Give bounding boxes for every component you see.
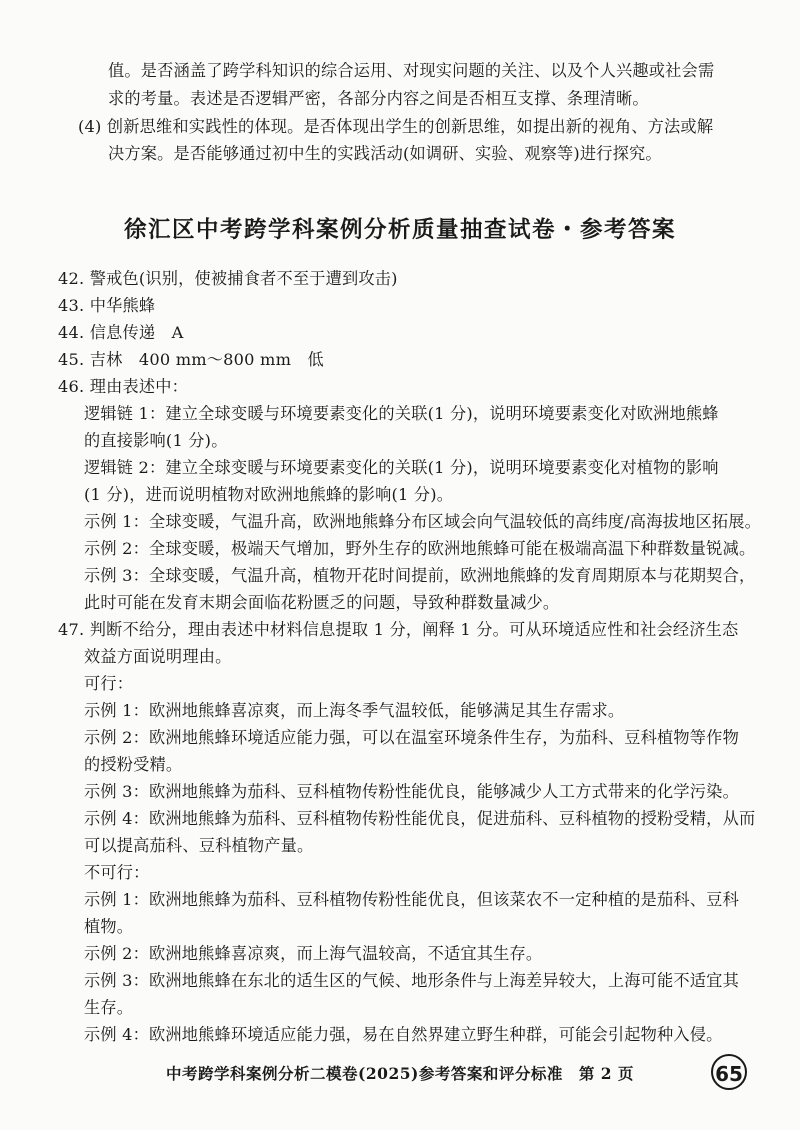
infeasible-example: 示例 4：欧洲地熊蜂环境适应能力强，易在自然界建立野生种群，可能会引起物种入侵。 [84, 1025, 723, 1044]
feasible-example: 的授粉受精。 [84, 755, 183, 774]
feasible-example: 可以提高茄科、豆科植物产量。 [84, 836, 314, 855]
infeasible-example: 示例 1：欧洲地熊蜂为茄科、豆科植物传粉性能优良，但该菜农不一定种植的是茄科、豆科 [84, 890, 739, 909]
feasible-example: 示例 4：欧洲地熊蜂为茄科、豆科植物传粉性能优良，促进茄科、豆科植物的授粉受精，从而 [84, 809, 756, 828]
page-number-badge: 65 [711, 1054, 747, 1090]
answer-47-line: 效益方面说明理由。 [84, 647, 232, 666]
page-title: 徐汇区中考跨学科案例分析质量抽查试卷・参考答案 [123, 217, 676, 243]
answer-47-heading: 47. 判断不给分，理由表述中材料信息提取 1 分，阐释 1 分。可从环境适应性和社会经济生态 [58, 620, 739, 639]
intro-line: 值。是否涵盖了跨学科知识的综合运用、对现实问题的关注、以及个人兴趣或社会需 [108, 61, 715, 80]
criterion-4-line: 决方案。是否能够通过初中生的实践活动(如调研、实验、观察等)进行探究。 [108, 144, 662, 163]
answer-46-example: 示例 1：全球变暖，气温升高，欧洲地熊蜂分布区域会向气温较低的高纬度/高海拔地区拓展。 [84, 512, 761, 531]
feasible-example: 示例 3：欧洲地熊蜂为茄科、豆科植物传粉性能优良，能够减少人工方式带来的化学污染。 [84, 782, 739, 801]
feasible-example: 示例 1：欧洲地熊蜂喜凉爽，而上海冬季气温较低，能够满足其生存需求。 [84, 701, 625, 720]
answer-46-line: 逻辑链 2：建立全球变暖与环境要素变化的关联(1 分)，说明环境要素变化对植物的影响 [84, 458, 719, 477]
intro-line: 求的考量。表述是否逻辑严密，各部分内容之间是否相互支撑、条理清晰。 [108, 89, 649, 108]
answer-46-heading: 46. 理由表述中： [58, 377, 189, 396]
infeasible-example: 示例 2：欧洲地熊蜂喜凉爽，而上海气温较高，不适宜其生存。 [84, 944, 543, 963]
answer-44: 44. 信息传递 A [58, 323, 184, 342]
page-footer: 中考跨学科案例分析二模卷(2025)参考答案和评分标准 第 2 页 [166, 1064, 634, 1083]
answer-42: 42. 警戒色(识别，使被捕食者不至于遭到攻击) [58, 269, 398, 288]
infeasible-example: 示例 3：欧洲地熊蜂在东北的适生区的气候、地形条件与上海差异较大，上海可能不适宜其 [84, 971, 739, 990]
answer-46-line: 逻辑链 1：建立全球变暖与环境要素变化的关联(1 分)，说明环境要素变化对欧洲地熊蜂 [84, 404, 719, 423]
answer-46-line: (1 分)，进而说明植物对欧洲地熊蜂的影响(1 分)。 [84, 485, 454, 504]
answer-45: 45. 吉林 400 mm～800 mm 低 [58, 350, 324, 369]
criterion-4-line: (4) 创新思维和实践性的体现。是否体现出学生的创新思维，如提出新的视角、方法或解 [78, 117, 714, 136]
answer-46-example: 此时可能在发育末期会面临花粉匮乏的问题，导致种群数量减少。 [84, 593, 560, 612]
feasible-example: 示例 2：欧洲地熊蜂环境适应能力强，可以在温室环境条件生存，为茄科、豆科植物等作物 [84, 728, 739, 747]
feasible-label: 可行： [84, 674, 134, 693]
infeasible-example: 生存。 [84, 998, 134, 1017]
answer-46-line: 的直接影响(1 分)。 [84, 431, 228, 450]
answer-46-example: 示例 2：全球变暖，极端天气增加，野外生存的欧洲地熊蜂可能在极端高温下种群数量锐减。 [84, 539, 756, 558]
answer-46-example: 示例 3：全球变暖，气温升高，植物开花时间提前，欧洲地熊蜂的发育周期原本与花期契合， [84, 566, 756, 585]
infeasible-example: 植物。 [84, 917, 134, 936]
infeasible-label: 不可行： [84, 863, 150, 882]
answer-43: 43. 中华熊蜂 [58, 296, 156, 315]
